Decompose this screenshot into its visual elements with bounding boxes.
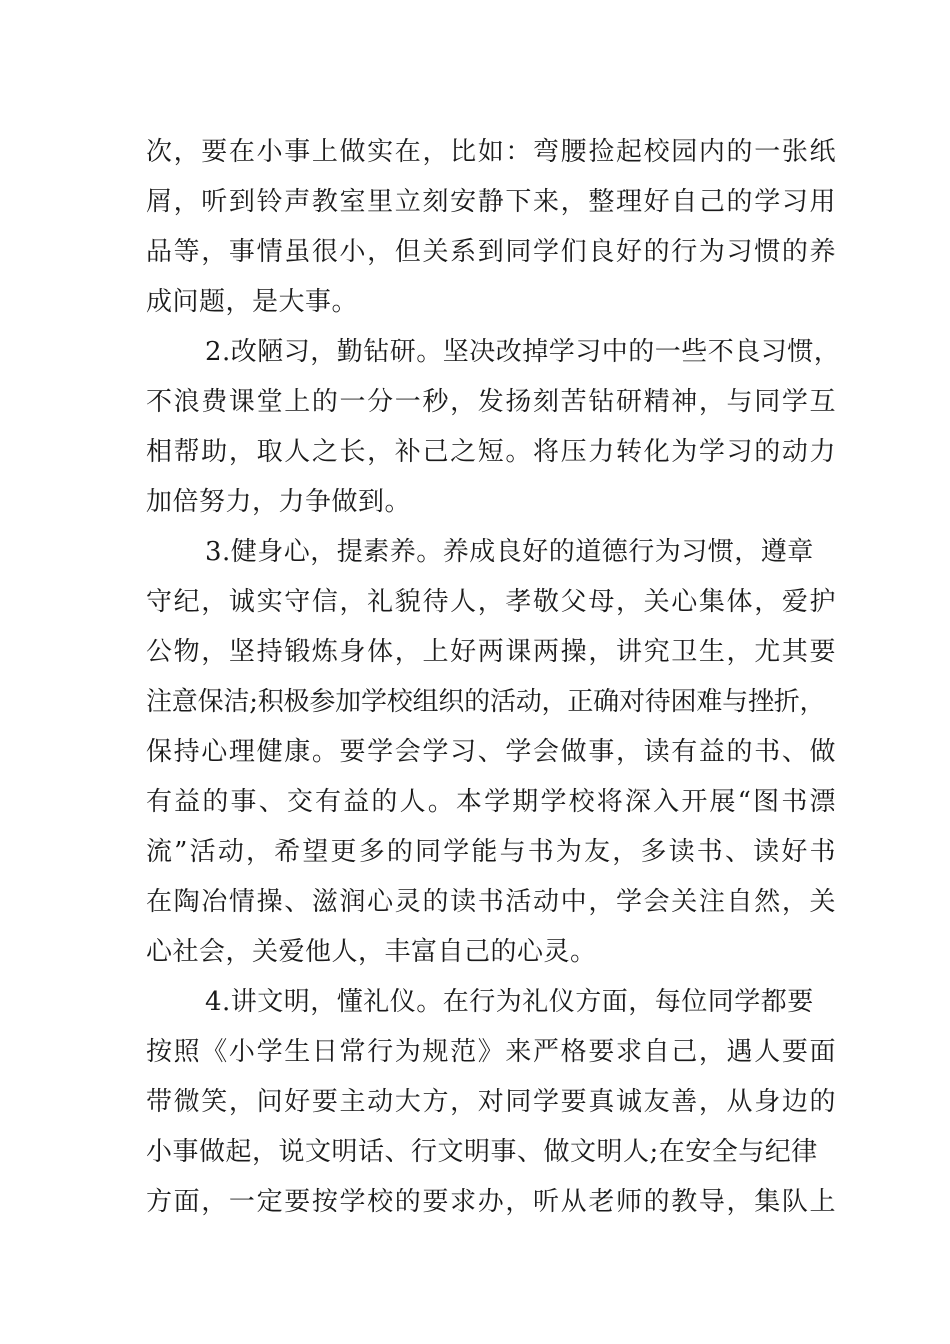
- text-line: 3.健身心，提素养。养成良好的道德行为习惯，遵章: [205, 537, 814, 567]
- text-line: 心社会，关爱他人，丰富自己的心灵。: [146, 937, 597, 967]
- text-line: 4.讲文明，懂礼仪。在行为礼仪方面，每位同学都要: [205, 987, 814, 1017]
- text-line: 在陶冶情操、滋润心灵的读书活动中，学会关注自然，关: [146, 887, 836, 917]
- text-line: 方面，一定要按学校的要求办，听从老师的教导，集队上: [146, 1187, 836, 1217]
- text-line: 2.改陋习，勤钻研。坚决改掉学习中的一些不良习惯，: [205, 337, 841, 367]
- text-line: 守纪，诚实守信，礼貌待人，孝敬父母，关心集体，爱护: [146, 587, 836, 617]
- text-line: 公物，坚持锻炼身体，上好两课两操，讲究卫生，尤其要: [146, 637, 836, 667]
- text-line: 品等，事情虽很小，但关系到同学们良好的行为习惯的养: [146, 237, 836, 267]
- text-line: 注意保洁;积极参加学校组织的活动，正确对待困难与挫折，: [146, 687, 826, 717]
- text-line: 带微笑，问好要主动大方，对同学要真诚友善，从身边的: [146, 1087, 836, 1117]
- text-line: 保持心理健康。要学会学习、学会做事，读有益的书、做: [146, 737, 836, 767]
- text-line: 相帮助，取人之长，补己之短。将压力转化为学习的动力: [146, 437, 836, 467]
- text-line: 流”活动，希望更多的同学能与书为友，多读书、读好书: [146, 837, 836, 867]
- text-line: 屑，听到铃声教室里立刻安静下来，整理好自己的学习用: [146, 187, 836, 217]
- text-line: 成问题，是大事。: [146, 287, 359, 317]
- text-line: 小事做起，说文明话、行文明事、做文明人;在安全与纪律: [146, 1137, 818, 1167]
- text-line: 加倍努力，力争做到。: [146, 487, 412, 517]
- text-line: 不浪费课堂上的一分一秒，发扬刻苦钻研精神，与同学互: [146, 387, 836, 417]
- text-line: 按照《小学生日常行为规范》来严格要求自己，遇人要面: [146, 1037, 836, 1067]
- text-line: 次，要在小事上做实在，比如：弯腰捡起校园内的一张纸: [146, 137, 836, 167]
- text-line: 有益的事、交有益的人。本学期学校将深入开展“图书漂: [146, 787, 836, 817]
